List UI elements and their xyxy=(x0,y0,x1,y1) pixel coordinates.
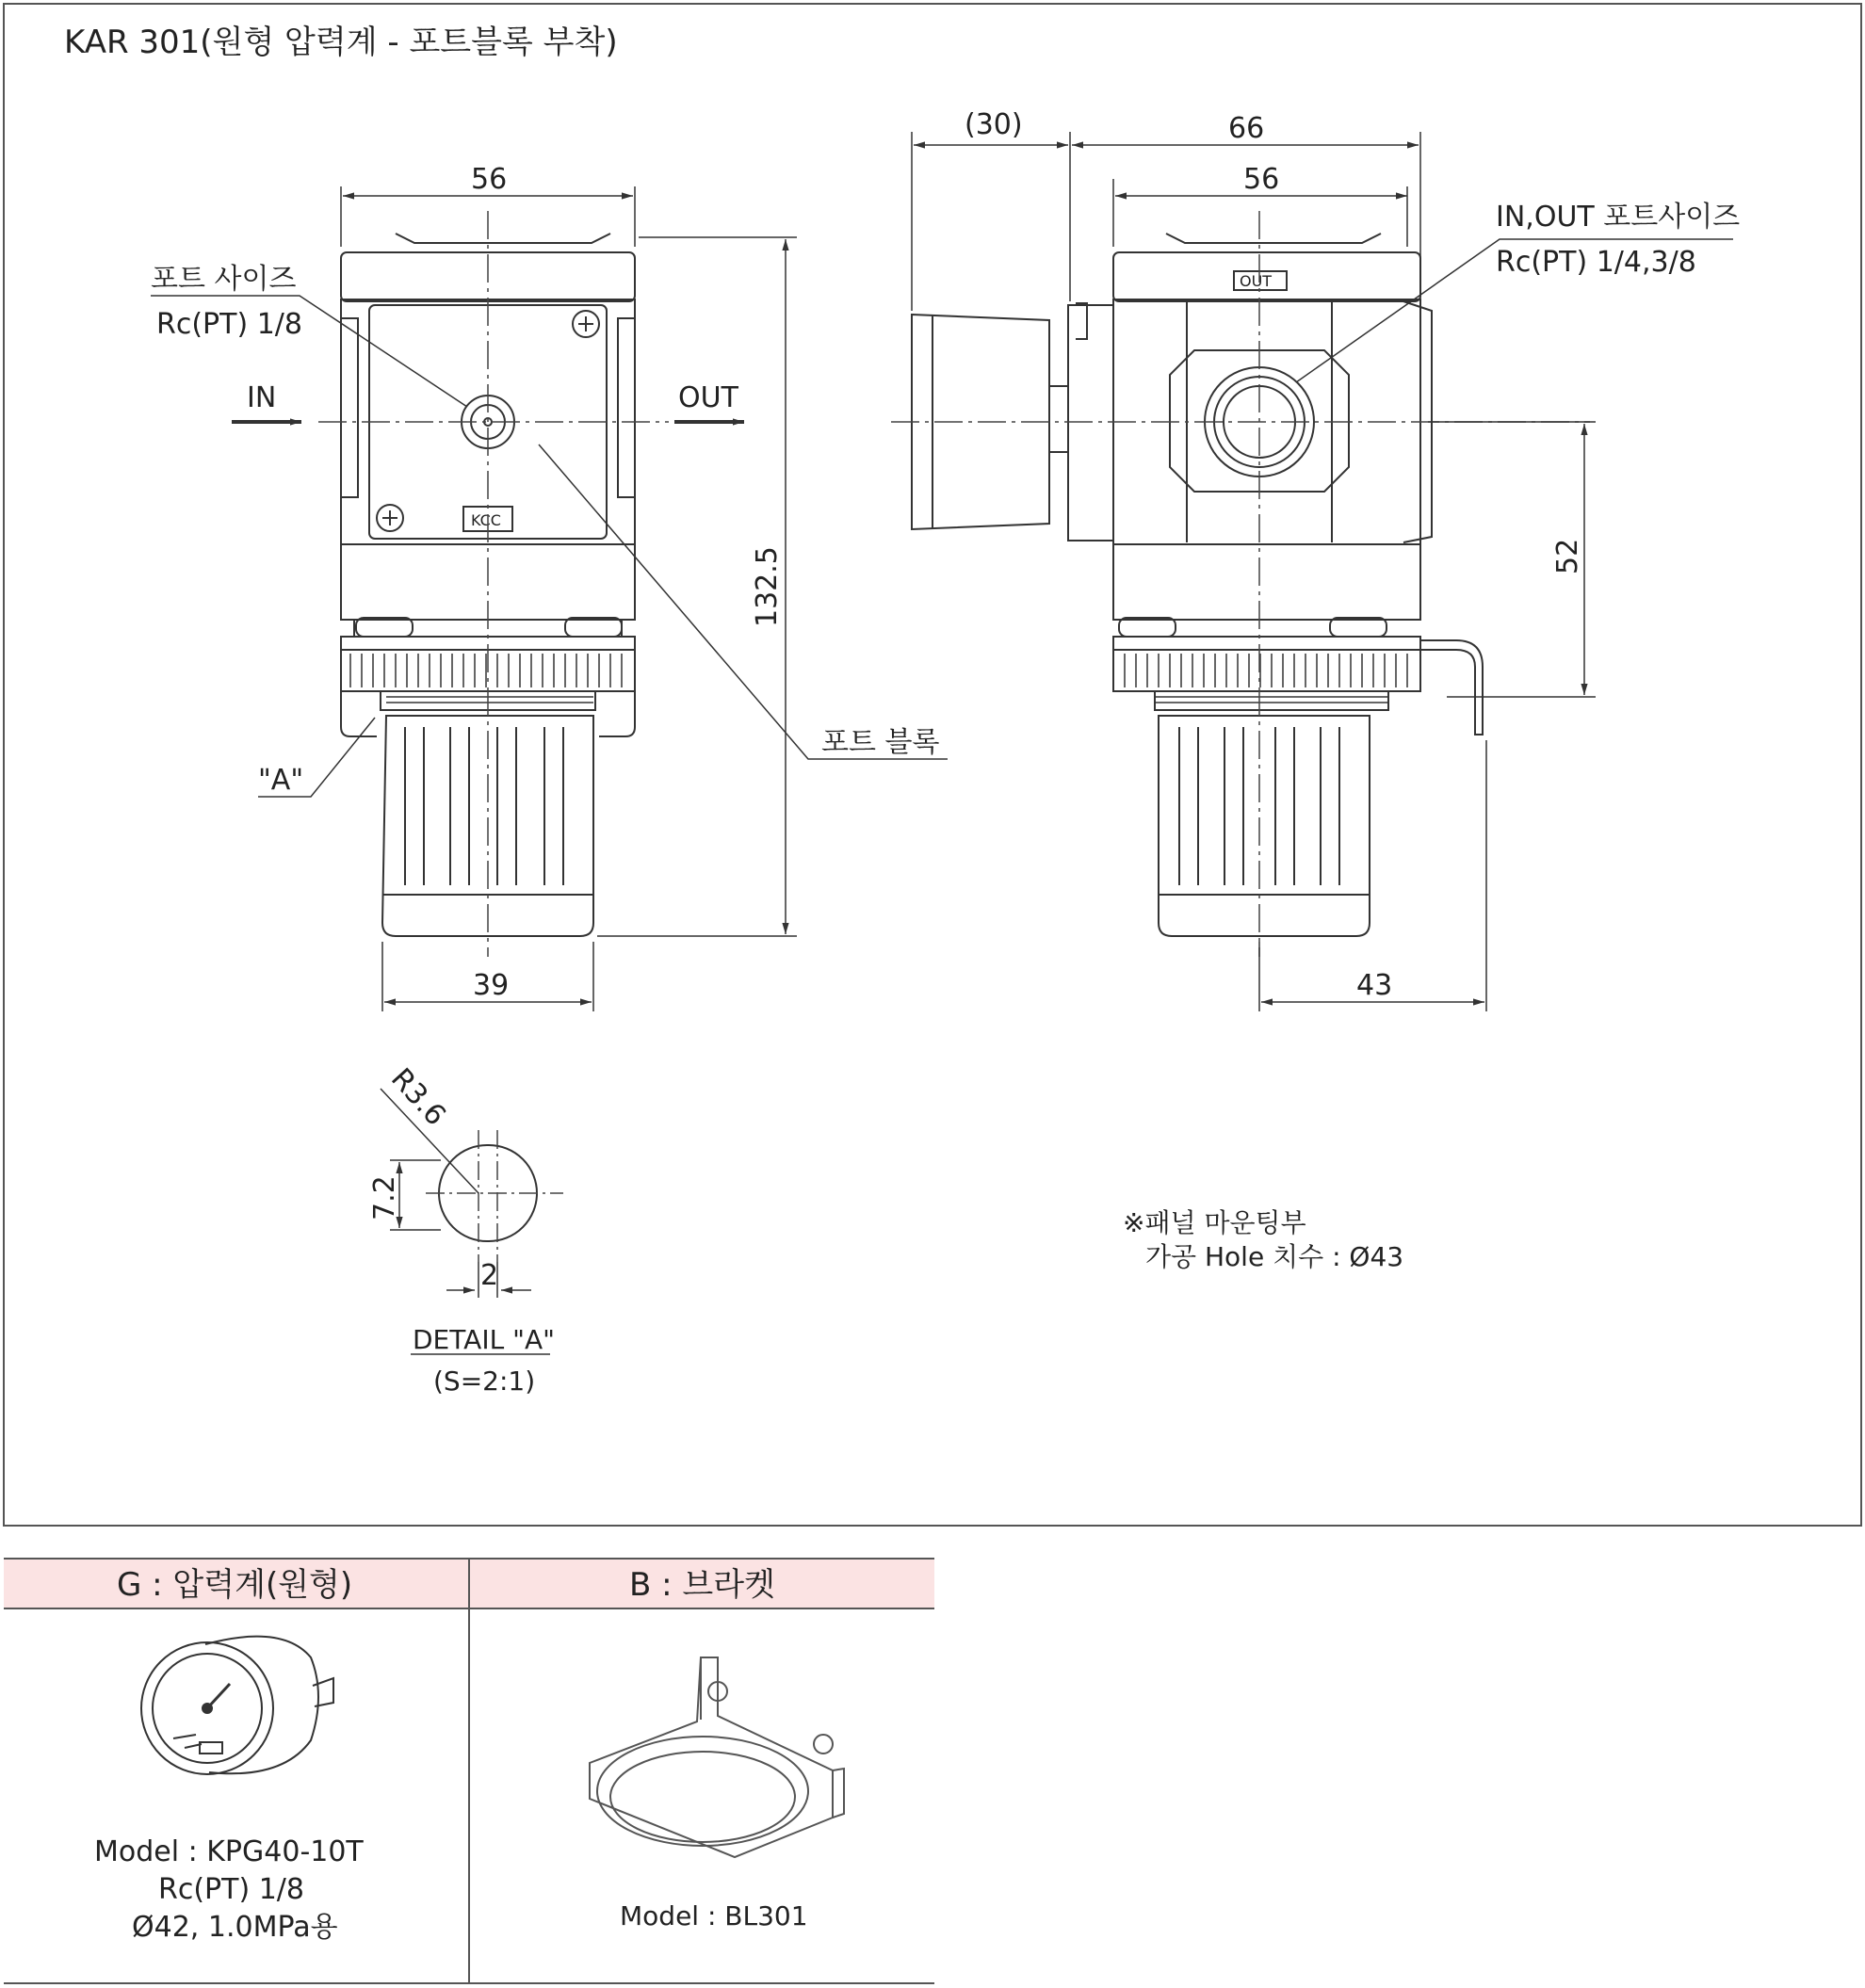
side-knurl xyxy=(1125,654,1407,703)
front-knob-ribs xyxy=(405,727,563,885)
port-block-leader xyxy=(539,444,948,759)
out-label: OUT xyxy=(678,381,738,414)
front-knurl xyxy=(350,654,622,703)
gauge-header: G : 압력계(원형) xyxy=(117,1566,353,1604)
detail-a-height: 7.2 xyxy=(368,1175,401,1220)
dim-front-height: 132.5 xyxy=(751,546,784,627)
port-size-label: 포트 사이즈 xyxy=(151,263,297,296)
side-port-size-value: Rc(PT) 1/4,3/8 xyxy=(1496,246,1696,279)
port-block-label: 포트 블록 xyxy=(821,726,940,759)
dim-front-bottom: 39 xyxy=(473,969,510,1002)
side-out-mark: OUT xyxy=(1240,272,1273,290)
gauge-spec: Ø42, 1.0MPa용 xyxy=(132,1911,338,1944)
detail-a-scale: (S=2:1) xyxy=(433,1366,536,1397)
logo-text: KCC xyxy=(471,511,501,529)
gauge-port: Rc(PT) 1/8 xyxy=(158,1873,304,1906)
bracket-model: Model : BL301 xyxy=(620,1900,808,1931)
dim-front-width: 56 xyxy=(471,163,508,196)
dim-side-bottom: 43 xyxy=(1356,969,1393,1002)
dim-side-body: 56 xyxy=(1243,163,1280,196)
side-centerlines xyxy=(891,211,1590,957)
dim-side-overall: 66 xyxy=(1228,112,1265,145)
detail-a-dimensions xyxy=(381,1089,550,1354)
bracket-illustration xyxy=(590,1657,844,1857)
panel-note-line1: ※패널 마운팅부 xyxy=(1123,1207,1306,1238)
detail-a-title: DETAIL "A" xyxy=(413,1324,556,1355)
dim-side-mount: 52 xyxy=(1551,538,1584,574)
panel-note-line2: 가공 Hole 치수 : Ø43 xyxy=(1145,1241,1404,1272)
side-dimensions xyxy=(912,132,1596,1011)
gauge-illustration xyxy=(141,1637,333,1774)
front-centerlines xyxy=(318,211,669,957)
front-dimensions xyxy=(341,186,797,1011)
detail-a-radius: R3.6 xyxy=(384,1061,452,1133)
side-port-size-label: IN,OUT 포트사이즈 xyxy=(1496,201,1741,234)
dim-gauge-offset: (30) xyxy=(965,108,1023,141)
in-label: IN xyxy=(247,381,277,414)
port-size-value: Rc(PT) 1/8 xyxy=(156,308,302,341)
bracket-header: B : 브라켓 xyxy=(629,1566,775,1604)
detail-a-centerlines xyxy=(426,1130,563,1262)
gauge-model: Model : KPG40-10T xyxy=(94,1835,364,1868)
drawing-title: KAR 301(원형 압력계 - 포트블록 부착) xyxy=(64,24,618,61)
detail-a-width: 2 xyxy=(480,1259,499,1292)
detail-a-callout: "A" xyxy=(258,764,304,797)
